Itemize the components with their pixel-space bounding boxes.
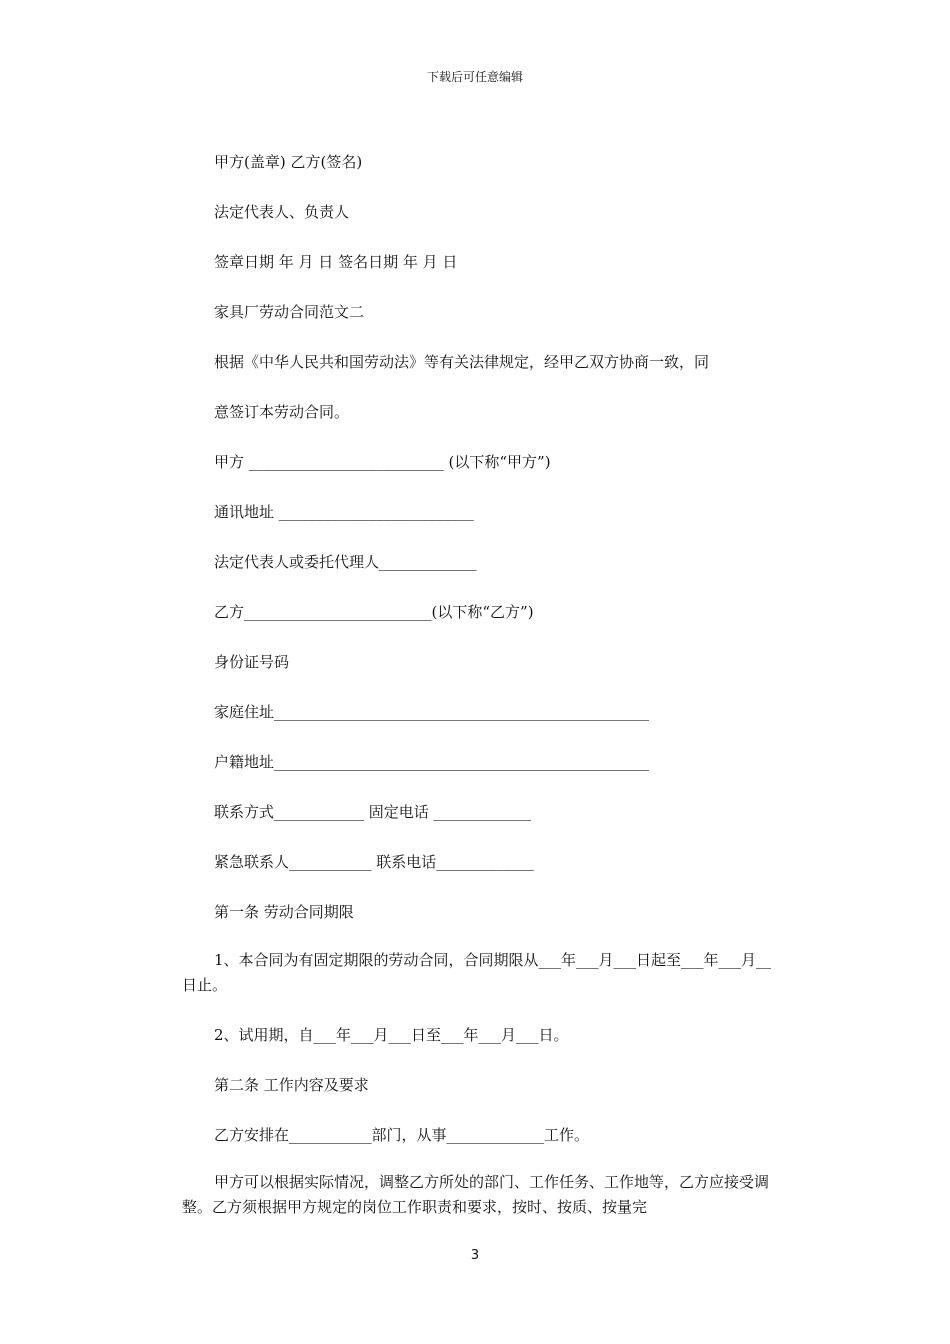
- page-header-note: 下载后可任意编辑: [426, 70, 523, 84]
- contract-sample-title: 家具厂劳动合同范文二: [214, 303, 365, 321]
- contact-phone-field: 联系方式____________ 固定电话 _____________: [214, 803, 532, 821]
- article-2-heading: 第二条 工作内容及要求: [214, 1076, 369, 1094]
- id-number-field: 身份证号码: [214, 653, 290, 671]
- legal-representative-line: 法定代表人、负责人: [214, 203, 350, 221]
- emergency-contact-field: 紧急联系人___________ 联系电话_____________: [214, 853, 534, 871]
- home-address-field: 家庭住址__________________________________________________: [214, 703, 650, 721]
- article-1-heading: 第一条 劳动合同期限: [214, 903, 354, 921]
- page-number: 3: [470, 1248, 480, 1263]
- contract-term-clause: 1、本合同为有固定期限的劳动合同，合同期限从___年___月___日起至___年___月__日止。: [182, 951, 772, 994]
- preamble-line-1: 根据《中华人民共和国劳动法》等有关法律规定，经甲乙双方协商一致，同: [214, 353, 710, 371]
- address-field: 通讯地址 __________________________: [214, 503, 474, 521]
- adjustment-clause: 甲方可以根据实际情况，调整乙方所处的部门、工作任务、工作地等，乙方应接受调整。乙方须根据甲方规定的岗位工作职责和要求，按时、按质、按量完: [182, 1173, 770, 1216]
- signature-date-line: 签章日期 年 月 日 签名日期 年 月 日: [214, 253, 458, 271]
- probation-clause: 2、试用期，自___年___月___日至___年___月___日。: [214, 1026, 569, 1044]
- preamble-line-2: 意签订本劳动合同。: [214, 403, 350, 421]
- party-a-field: 甲方 __________________________ (以下称“甲方”): [214, 453, 551, 471]
- household-address-field: 户籍地址__________________________________________________: [214, 753, 650, 771]
- signature-parties-line: 甲方(盖章) 乙方(签名): [214, 153, 363, 171]
- department-assignment-clause: 乙方安排在___________部门，从事_____________工作。: [214, 1126, 590, 1144]
- party-b-field: 乙方_________________________(以下称“乙方”): [214, 603, 534, 621]
- representative-field: 法定代表人或委托代理人_____________: [214, 553, 477, 571]
